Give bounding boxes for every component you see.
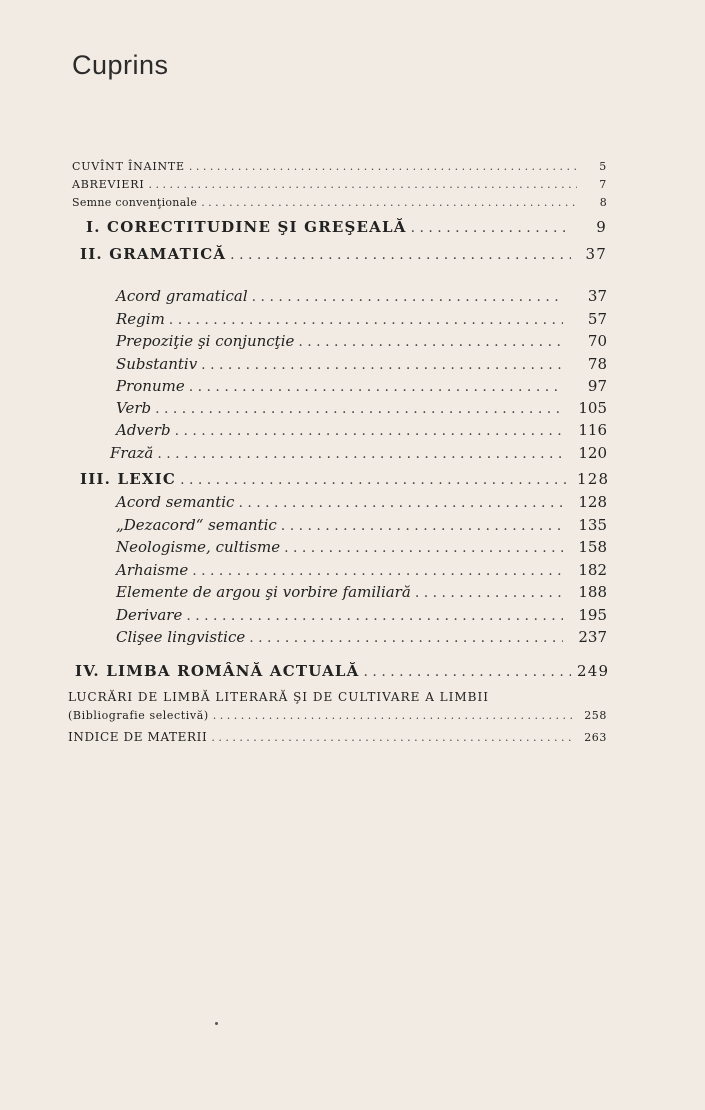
chapter-page: 249 (577, 662, 610, 680)
entry-label: Verb (116, 399, 152, 417)
toc-subentry[interactable] (110, 444, 607, 462)
toc-entry-foreword[interactable] (72, 160, 607, 173)
toc-subentry[interactable] (116, 493, 607, 511)
chapter-label: I. CORECTITUDINE ŞI GREŞEALĂ (86, 218, 407, 236)
leader-dots (175, 423, 563, 439)
chapter-page: 9 (596, 218, 607, 236)
leader-dots (249, 630, 563, 646)
entry-page: 195 (578, 606, 607, 624)
toc-entry-bibliography[interactable] (68, 709, 607, 722)
entry-page: 105 (578, 399, 607, 417)
leader-dots (189, 160, 577, 173)
entry-page: 57 (587, 310, 607, 328)
toc-subentry[interactable] (116, 310, 607, 328)
leader-dots (201, 196, 577, 209)
leader-dots (192, 563, 563, 579)
toc-subentry[interactable] (116, 332, 607, 350)
leader-dots (157, 446, 563, 462)
toc-entry-signs[interactable] (72, 196, 607, 209)
toc-subentry[interactable] (116, 538, 607, 556)
entry-label: Acord gramatical (116, 287, 248, 305)
chapter-page: 128 (577, 470, 610, 488)
leader-dots (284, 540, 563, 556)
leader-dots (252, 289, 563, 305)
entry-label: Adverb (116, 421, 171, 439)
entry-page: 70 (587, 332, 607, 350)
entry-page: 237 (578, 628, 607, 646)
entry-label: (Bibliografie selectivă) (68, 709, 209, 722)
toc-chapter-1[interactable] (86, 218, 607, 236)
toc-chapter-2[interactable] (80, 245, 607, 263)
entry-page: 97 (587, 377, 607, 395)
leader-dots (213, 709, 575, 722)
entry-label: INDICE DE MATERII (68, 730, 208, 744)
entry-label: Arhaisme (116, 561, 189, 579)
leader-dots (411, 220, 571, 236)
leader-dots (201, 357, 563, 373)
entry-page: 8 (599, 196, 607, 209)
entry-page: 78 (587, 355, 607, 373)
leader-dots (298, 334, 563, 350)
paper-speck (215, 1022, 218, 1025)
toc-subentry[interactable] (116, 628, 607, 646)
toc-subentry[interactable] (116, 421, 607, 439)
toc-entry-abbreviations[interactable] (72, 178, 607, 191)
leader-dots (169, 312, 563, 328)
entry-page: 128 (578, 493, 607, 511)
entry-page: 263 (584, 731, 607, 744)
toc-subentry[interactable] (116, 606, 607, 624)
chapter-label: IV. LIMBA ROMÂNĂ ACTUALĂ (75, 662, 360, 680)
entry-label: Derivare (116, 606, 183, 624)
entry-label: Clişee lingvistice (116, 628, 246, 646)
leader-dots (155, 401, 563, 417)
toc-entry-index[interactable] (68, 730, 607, 744)
toc-subentry[interactable] (116, 355, 607, 373)
entry-page: 120 (578, 444, 607, 462)
leader-dots (149, 178, 578, 191)
leader-dots (364, 664, 571, 680)
leader-dots (238, 495, 563, 511)
leader-dots (281, 518, 563, 534)
leader-dots (415, 585, 563, 601)
entry-label: Frază (110, 444, 154, 462)
toc-chapter-3[interactable] (80, 470, 610, 488)
entry-label: „Dezacord“ semantic (116, 516, 277, 534)
leader-dots (230, 247, 571, 263)
entry-label: Substantiv (116, 355, 198, 373)
toc-subentry[interactable] (116, 399, 607, 417)
entry-page: 135 (578, 516, 607, 534)
toc-subentry[interactable] (116, 583, 607, 601)
entry-label: Neologisme, cultisme (116, 538, 281, 556)
toc-subentry[interactable] (116, 516, 607, 534)
entry-label: CUVÎNT ÎNAINTE (72, 160, 185, 173)
chapter-label: II. GRAMATICĂ (80, 245, 227, 263)
leader-dots (211, 731, 575, 744)
entry-label: Pronume (116, 377, 185, 395)
chapter-label: III. LEXIC (80, 470, 177, 488)
toc-subentry[interactable] (116, 287, 607, 305)
entry-label: Regim (116, 310, 165, 328)
entry-page: 37 (587, 287, 607, 305)
entry-label: Semne convenţionale (72, 196, 198, 209)
toc-subentry[interactable] (116, 561, 607, 579)
entry-page: 258 (584, 709, 607, 722)
entry-page: 116 (578, 421, 607, 439)
entry-label: Prepoziţie şi conjuncţie (116, 332, 295, 350)
toc-bibliography-title[interactable]: LUCRĂRI DE LIMBĂ LITERARĂ ŞI DE CULTIVARE A LIMBII (68, 690, 489, 704)
toc-subentry[interactable] (116, 377, 607, 395)
entry-label: ABREVIERI (72, 178, 145, 191)
entry-page: 188 (578, 583, 607, 601)
chapter-page: 37 (585, 245, 607, 263)
entry-page: 158 (578, 538, 607, 556)
toc-chapter-4[interactable] (75, 662, 610, 680)
page-title: Cuprins (72, 50, 169, 80)
entry-page: 182 (578, 561, 607, 579)
leader-dots (189, 379, 563, 395)
entry-label: Acord semantic (116, 493, 235, 511)
leader-dots (186, 608, 563, 624)
entry-page: 5 (599, 160, 607, 173)
leader-dots (180, 472, 571, 488)
entry-label: Elemente de argou şi vorbire familiară (116, 583, 411, 601)
entry-page: 7 (599, 178, 607, 191)
